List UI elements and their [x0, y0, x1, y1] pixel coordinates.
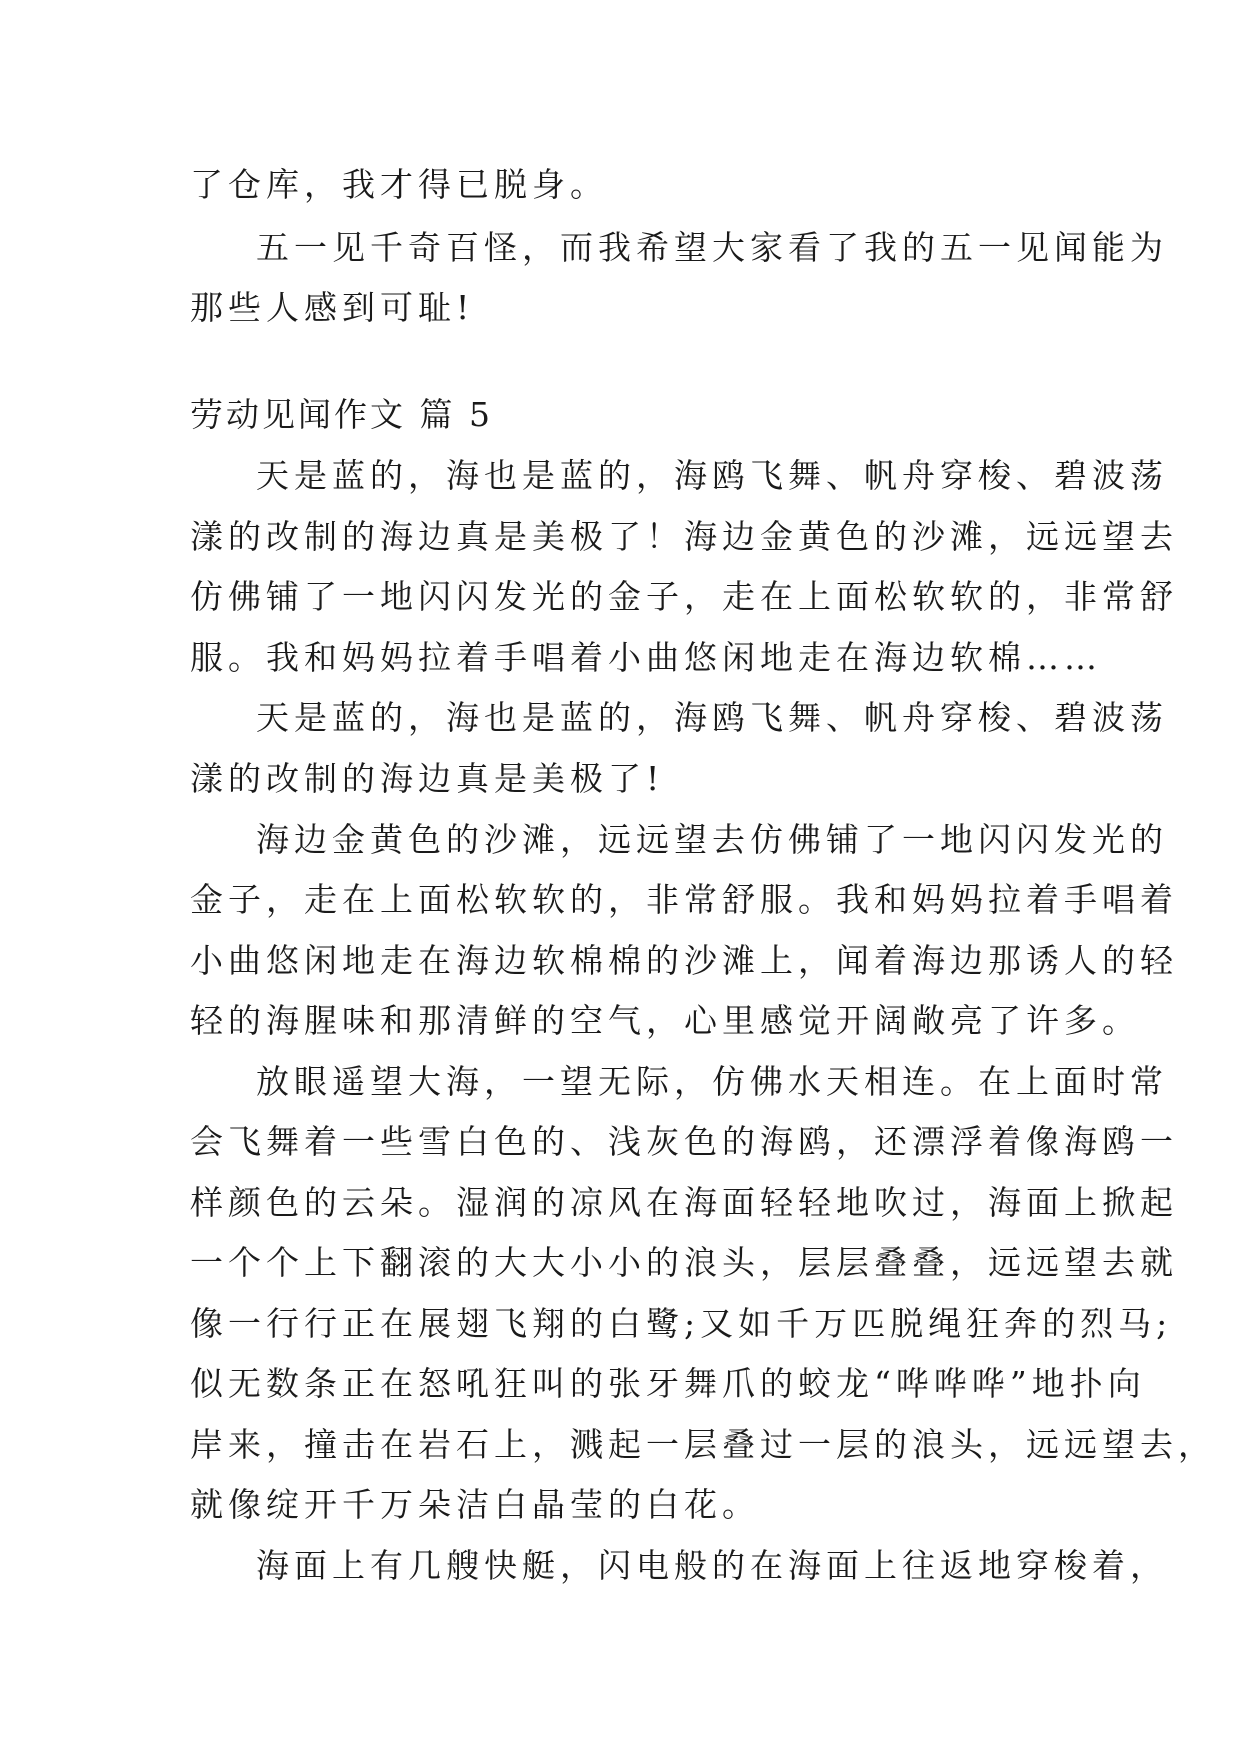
- paragraph-line: 五一见千奇百怪，而我希望大家看了我的五一见闻能为: [256, 228, 1168, 267]
- paragraph-line: 就像绽开千万朵洁白晶莹的白花。: [190, 1485, 760, 1524]
- paragraph-line: 样颜色的云朵。湿润的凉风在海面轻轻地吹过，海面上掀起: [190, 1183, 1178, 1222]
- paragraph-line: 一个个上下翻滚的大大小小的浪头，层层叠叠，远远望去就: [190, 1243, 1178, 1282]
- paragraph-line: 海边金黄色的沙滩，远远望去仿佛铺了一地闪闪发光的: [256, 820, 1168, 859]
- paragraph-line: 漾的改制的海边真是美极了!: [190, 759, 665, 798]
- paragraph-line: 轻的海腥味和那清鲜的空气，心里感觉开阔敞亮了许多。: [190, 1001, 1140, 1040]
- paragraph-line: 像一行行正在展翅飞翔的白鹭;又如千万匹脱绳狂奔的烈马;: [190, 1304, 1173, 1343]
- paragraph-line: 服。我和妈妈拉着手唱着小曲悠闲地走在海边软棉……: [190, 638, 1102, 677]
- paragraph-line: 仿佛铺了一地闪闪发光的金子，走在上面松软软的，非常舒: [190, 577, 1178, 616]
- paragraph-line: 似无数条正在怒吼狂叫的张牙舞爪的蛟龙“哗哗哗”地扑向: [190, 1364, 1146, 1403]
- paragraph-line: 会飞舞着一些雪白色的、浅灰色的海鸥，还漂浮着像海鸥一: [190, 1122, 1178, 1161]
- paragraph-line: 那些人感到可耻!: [190, 288, 475, 327]
- paragraph-line: 天是蓝的，海也是蓝的，海鸥飞舞、帆舟穿梭、碧波荡: [256, 698, 1168, 737]
- section-heading: 劳动见闻作文 篇 5: [190, 395, 493, 434]
- paragraph-line: 金子，走在上面松软软的，非常舒服。我和妈妈拉着手唱着: [190, 880, 1178, 919]
- paragraph-line: 岸来，撞击在岩石上，溅起一层叠过一层的浪头，远远望去，: [190, 1425, 1216, 1464]
- paragraph-line: 海面上有几艘快艇，闪电般的在海面上往返地穿梭着，: [256, 1546, 1168, 1585]
- paragraph-line: 了仓库，我才得已脱身。: [190, 165, 608, 204]
- paragraph-line: 放眼遥望大海，一望无际，仿佛水天相连。在上面时常: [256, 1062, 1168, 1101]
- paragraph-line: 漾的改制的海边真是美极了！海边金黄色的沙滩，远远望去: [190, 517, 1178, 556]
- paragraph-line: 天是蓝的，海也是蓝的，海鸥飞舞、帆舟穿梭、碧波荡: [256, 456, 1168, 495]
- paragraph-line: 小曲悠闲地走在海边软棉棉的沙滩上，闻着海边那诱人的轻: [190, 941, 1178, 980]
